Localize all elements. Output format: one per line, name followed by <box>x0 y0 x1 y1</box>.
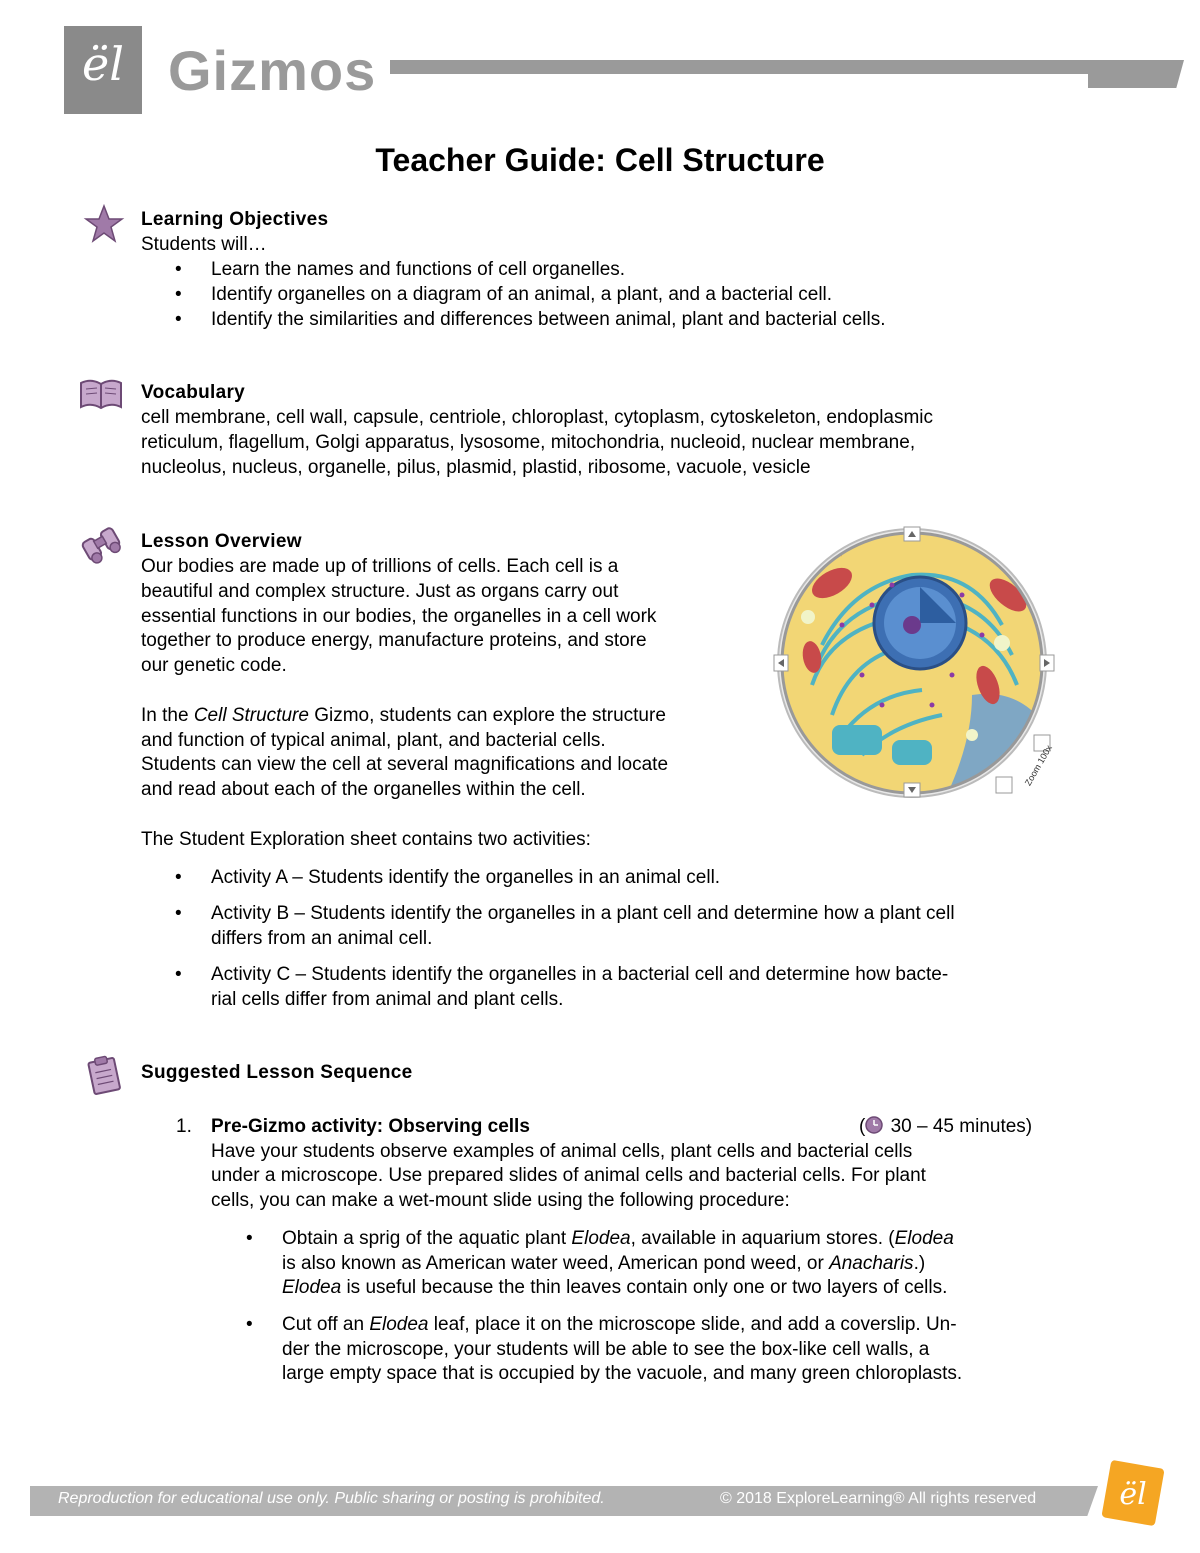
objectives-intro: Students will… <box>141 234 267 255</box>
overview-line: and function of typical animal, plant, and bacterial cells. <box>141 730 606 751</box>
page-title: Teacher Guide: Cell Structure <box>375 142 825 178</box>
list-item: • Activity C – Students identify the organelles in a bacterial cell and determine how bacte- rial cells differ from animal and plant cells. <box>175 964 949 1010</box>
star-icon <box>84 204 124 244</box>
header-bar <box>390 60 1182 74</box>
vocabulary-line: reticulum, flagellum, Golgi apparatus, lysosome, mitochondria, nucleoid, nuclear membrane, <box>141 432 916 453</box>
footer-disclaimer: Reproduction for educational use only. Public sharing or posting is prohibited. <box>58 1490 605 1507</box>
logo-mark: ël <box>82 37 124 91</box>
step-line: Have your students observe examples of animal cells, plant cells and bacterial cells <box>211 1141 913 1162</box>
animal-cell-image <box>772 525 1062 805</box>
svg-text:Zoom 100x: Zoom 100x <box>1022 743 1054 788</box>
step-time: ( 30 – 45 minutes) <box>859 1116 1033 1137</box>
step-line: under a microscope. Use prepared slides of animal cells and bacterial cells. For plant <box>211 1165 926 1186</box>
svg-text:ël: ël <box>1119 1477 1147 1512</box>
gizmos-brand: Gizmos <box>168 39 377 102</box>
list-item: • Identify the similarities and differences between animal, plant and bacterial cells. <box>175 309 886 330</box>
list-item: • Activity B – Students identify the organelles in a plant cell and determine how a plant cell differs from an animal cell. <box>175 903 955 949</box>
overview-line: our genetic code. <box>141 655 287 676</box>
step-number: 1. <box>176 1116 192 1137</box>
overview-line: Our bodies are made up of trillions of cells. Each cell is a <box>141 556 619 577</box>
book-icon <box>78 375 124 415</box>
clipboard-icon <box>84 1055 124 1095</box>
list-item: • Cut off an Elodea leaf, place it on the microscope slide, and add a coverslip. Un- der the microscope, your students will be able to see the box-like cell walls, a large empty space that is occupied by the vacuole, and many green chloroplasts. <box>246 1314 963 1385</box>
header-bar-tab <box>1088 60 1184 88</box>
vocabulary-heading: Vocabulary <box>141 382 246 403</box>
clock-icon <box>865 1116 885 1134</box>
list-item: • Obtain a sprig of the aquatic plant Elodea, available in aquarium stores. (Elodea is also known as American water weed, American pond weed, or Anacharis.) Elodea is useful because the thin leaves contain only one or two layers of cells. <box>246 1228 954 1299</box>
vocabulary-line: nucleolus, nucleus, organelle, pilus, plasmid, plastid, ribosome, vacuole, vesicle <box>141 457 811 478</box>
explorelearning-footer-logo <box>1098 1458 1168 1528</box>
vocabulary-line: cell membrane, cell wall, capsule, centriole, chloroplast, cytoplasm, cytoskeleton, endoplasmic <box>141 407 934 428</box>
overview-line: together to produce energy, manufacture proteins, and store <box>141 630 647 651</box>
binoculars-icon <box>78 524 124 564</box>
overview-heading: Lesson Overview <box>141 531 302 552</box>
footer-copyright: © 2018 ExploreLearning® All rights reserved <box>720 1490 1037 1507</box>
list-item: • Learn the names and functions of cell organelles. <box>175 259 626 280</box>
overview-line: The Student Exploration sheet contains two activities: <box>141 829 591 850</box>
overview-line: In the Cell Structure Gizmo, students can explore the structure <box>141 705 666 726</box>
overview-line: and read about each of the organelles within the cell. <box>141 779 586 800</box>
list-item: • Identify organelles on a diagram of an animal, a plant, and a bacterial cell. <box>175 284 833 305</box>
overview-line: Students can view the cell at several magnifications and locate <box>141 754 669 775</box>
objectives-heading: Learning Objectives <box>141 209 329 230</box>
step-line: cells, you can make a wet-mount slide using the following procedure: <box>211 1190 790 1211</box>
sequence-heading: Suggested Lesson Sequence <box>141 1062 413 1083</box>
zoom-out-button <box>996 777 1012 793</box>
overview-line: essential functions in our bodies, the organelles in a cell work <box>141 606 657 627</box>
overview-line: beautiful and complex structure. Just as organs carry out <box>141 581 619 602</box>
explorelearning-logo <box>64 26 142 114</box>
list-item: • Activity A – Students identify the organelles in an animal cell. <box>175 867 721 888</box>
step-title: Pre-Gizmo activity: Observing cells <box>211 1116 530 1137</box>
